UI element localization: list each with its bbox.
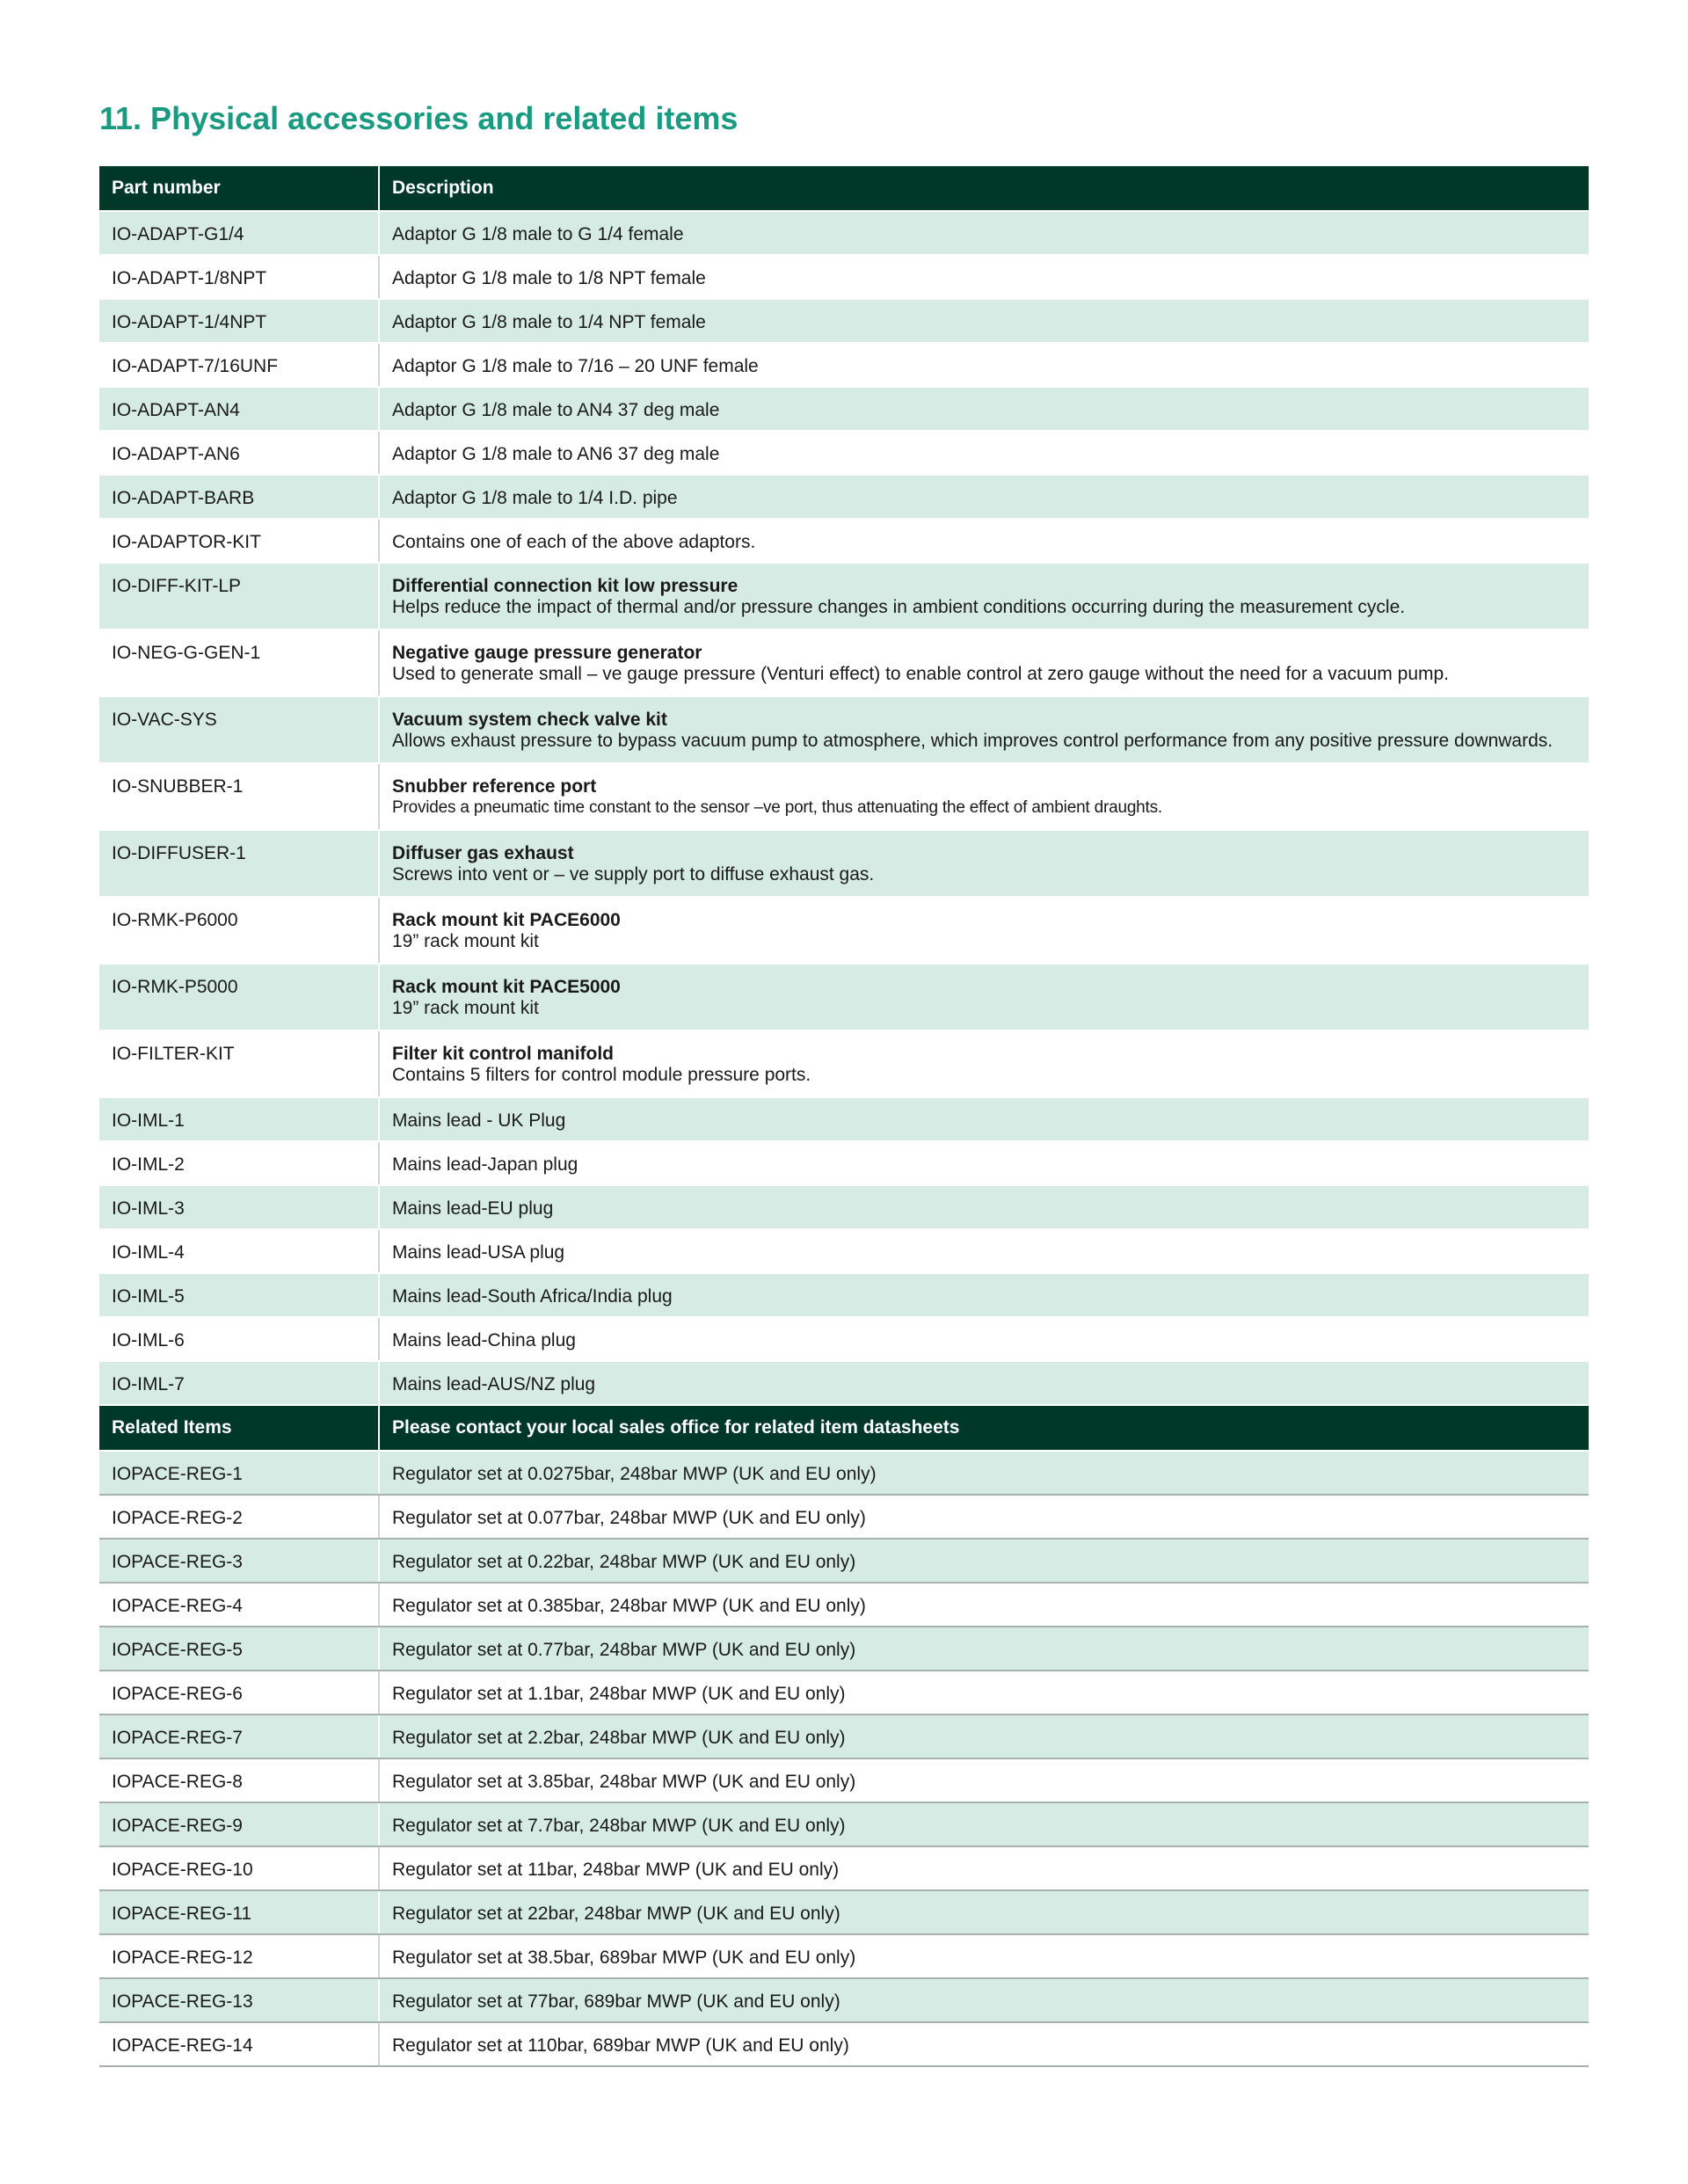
part-number-cell: IO-VAC-SYS — [99, 696, 379, 763]
part-number-cell: IOPACE-REG-1 — [99, 1451, 379, 1495]
table-header-row — [99, 166, 1589, 211]
table-row — [99, 299, 1589, 343]
description-cell — [379, 1273, 1589, 1317]
part-number-cell: IO-IML-6 — [99, 1317, 379, 1361]
item-description: Mains lead-Japan plug — [392, 1154, 578, 1175]
item-description: Regulator set at 22bar, 248bar MWP (UK and EU only) — [392, 1904, 840, 1924]
table-row — [99, 1141, 1589, 1185]
description-cell — [379, 1846, 1589, 1890]
section-title: 11. Physical accessories and related items — [99, 100, 738, 136]
item-description: Screws into vent or – ve supply port to diffuse exhaust gas. — [392, 864, 875, 885]
table-row — [99, 475, 1589, 519]
item-description: Mains lead-AUS/NZ plug — [392, 1374, 596, 1394]
item-description: Used to generate small – ve gauge pressure (Venturi effect) to enable control at zero gauge without the need for a vacuum pump. — [392, 664, 1450, 684]
part-number-cell: IO-ADAPT-AN6 — [99, 431, 379, 475]
table-row — [99, 1890, 1589, 1934]
table-row — [99, 343, 1589, 387]
description-cell — [379, 1185, 1589, 1229]
item-description: Provides a pneumatic time constant to the sensor –ve port, thus attenuating the effect of ambient draughts. — [392, 798, 1163, 817]
part-number-cell: IOPACE-REG-11 — [99, 1890, 379, 1934]
item-description: Mains lead-EU plug — [392, 1198, 554, 1219]
description-cell — [379, 387, 1589, 431]
part-number-cell: IO-ADAPT-1/4NPT — [99, 299, 379, 343]
item-title: Rack mount kit PACE5000 — [392, 977, 621, 997]
table-row — [99, 519, 1589, 563]
part-number-cell: IO-ADAPTOR-KIT — [99, 519, 379, 563]
item-description: Regulator set at 7.7bar, 248bar MWP (UK and EU only) — [392, 1816, 846, 1836]
related-header-part: Related Items — [99, 1405, 379, 1451]
table-row — [99, 211, 1589, 255]
part-number-cell: IO-ADAPT-7/16UNF — [99, 343, 379, 387]
table-row — [99, 897, 1589, 964]
description-cell — [379, 1097, 1589, 1141]
description-cell — [379, 431, 1589, 475]
description-cell — [379, 211, 1589, 255]
table-row — [99, 1802, 1589, 1846]
item-description: 19” rack mount kit — [392, 998, 539, 1018]
description-cell — [379, 475, 1589, 519]
description-cell — [379, 696, 1589, 763]
item-description: Regulator set at 38.5bar, 689bar MWP (UK and EU only) — [392, 1947, 856, 1968]
item-title: Negative gauge pressure generator — [392, 643, 702, 663]
part-number-cell: IO-ADAPT-AN4 — [99, 387, 379, 431]
item-description: 19” rack mount kit — [392, 931, 539, 951]
table-row — [99, 1097, 1589, 1141]
part-number-cell: IOPACE-REG-7 — [99, 1714, 379, 1758]
part-number-cell: IO-IML-4 — [99, 1229, 379, 1273]
part-number-cell: IOPACE-REG-12 — [99, 1934, 379, 1978]
item-description: Regulator set at 0.0275bar, 248bar MWP (UK and EU only) — [392, 1464, 877, 1484]
part-number-cell: IO-DIFF-KIT-LP — [99, 563, 379, 630]
item-description: Adaptor G 1/8 male to 1/4 NPT female — [392, 312, 706, 332]
table-row — [99, 387, 1589, 431]
table-row — [99, 1317, 1589, 1361]
item-description: Regulator set at 11bar, 248bar MWP (UK and EU only) — [392, 1860, 840, 1880]
item-title: Differential connection kit low pressure — [392, 576, 738, 596]
item-description: Regulator set at 2.2bar, 248bar MWP (UK and EU only) — [392, 1728, 846, 1748]
description-cell — [379, 1583, 1589, 1627]
part-number-cell: IO-IML-5 — [99, 1273, 379, 1317]
item-title: Diffuser gas exhaust — [392, 843, 574, 863]
header-part-number: Part number — [99, 166, 379, 211]
item-description: Regulator set at 1.1bar, 248bar MWP (UK and EU only) — [392, 1684, 846, 1704]
description-cell — [379, 1802, 1589, 1846]
table-row — [99, 1539, 1589, 1583]
item-description: Mains lead-China plug — [392, 1330, 576, 1350]
item-title: Vacuum system check valve kit — [392, 710, 667, 730]
part-number-cell: IO-IML-2 — [99, 1141, 379, 1185]
table-row — [99, 696, 1589, 763]
part-number-cell: IOPACE-REG-2 — [99, 1495, 379, 1539]
related-header-description: Please contact your local sales office for related item datasheets — [379, 1405, 1589, 1451]
item-description: Mains lead-USA plug — [392, 1242, 565, 1263]
part-number-cell: IO-IML-3 — [99, 1185, 379, 1229]
part-number-cell: IO-IML-1 — [99, 1097, 379, 1141]
description-cell — [379, 1890, 1589, 1934]
table-row — [99, 1671, 1589, 1714]
item-description: Regulator set at 3.85bar, 248bar MWP (UK and EU only) — [392, 1772, 856, 1792]
item-description: Adaptor G 1/8 male to AN6 37 deg male — [392, 444, 720, 464]
part-number-cell: IO-ADAPT-BARB — [99, 475, 379, 519]
table-row — [99, 630, 1589, 696]
description-cell — [379, 1495, 1589, 1539]
table-row — [99, 1583, 1589, 1627]
description-cell — [379, 2022, 1589, 2066]
part-number-cell: IO-NEG-G-GEN-1 — [99, 630, 379, 696]
table-row — [99, 1451, 1589, 1495]
part-number-cell: IOPACE-REG-6 — [99, 1671, 379, 1714]
part-number-cell: IO-SNUBBER-1 — [99, 763, 379, 830]
table-row — [99, 1627, 1589, 1671]
description-cell — [379, 630, 1589, 696]
item-description: Helps reduce the impact of thermal and/or pressure changes in ambient conditions occurring during the measurement cycle. — [392, 597, 1406, 617]
table-row — [99, 830, 1589, 897]
item-description: Regulator set at 110bar, 689bar MWP (UK and EU only) — [392, 2035, 849, 2056]
item-title: Rack mount kit PACE6000 — [392, 910, 621, 930]
table-row — [99, 563, 1589, 630]
description-cell — [379, 1758, 1589, 1802]
item-description: Contains one of each of the above adaptors. — [392, 532, 756, 552]
table-row — [99, 1978, 1589, 2022]
description-cell — [379, 343, 1589, 387]
item-description: Regulator set at 77bar, 689bar MWP (UK and EU only) — [392, 1991, 840, 2012]
item-description: Mains lead - UK Plug — [392, 1110, 566, 1131]
table-row — [99, 1229, 1589, 1273]
description-cell — [379, 1030, 1589, 1097]
description-cell — [379, 1141, 1589, 1185]
table-row — [99, 1758, 1589, 1802]
table-row — [99, 1846, 1589, 1890]
part-number-cell: IO-FILTER-KIT — [99, 1030, 379, 1097]
description-cell — [379, 299, 1589, 343]
description-cell — [379, 1671, 1589, 1714]
table-row — [99, 1361, 1589, 1405]
part-number-cell: IO-ADAPT-G1/4 — [99, 211, 379, 255]
table-row — [99, 1714, 1589, 1758]
description-cell — [379, 563, 1589, 630]
accessories-table — [99, 166, 1589, 2067]
header-description: Description — [379, 166, 1589, 211]
description-cell — [379, 763, 1589, 830]
item-description: Regulator set at 0.077bar, 248bar MWP (UK and EU only) — [392, 1508, 866, 1528]
table-row — [99, 763, 1589, 830]
item-description: Regulator set at 0.22bar, 248bar MWP (UK and EU only) — [392, 1552, 856, 1572]
part-number-cell: IO-ADAPT-1/8NPT — [99, 255, 379, 299]
description-cell — [379, 1539, 1589, 1583]
table-row — [99, 1495, 1589, 1539]
table-row — [99, 431, 1589, 475]
item-description: Adaptor G 1/8 male to 7/16 – 20 UNF female — [392, 356, 759, 376]
description-cell — [379, 519, 1589, 563]
table-row — [99, 1934, 1589, 1978]
part-number-cell: IO-IML-7 — [99, 1361, 379, 1405]
description-cell — [379, 1934, 1589, 1978]
item-description: Contains 5 filters for control module pressure ports. — [392, 1065, 811, 1085]
part-number-cell: IOPACE-REG-8 — [99, 1758, 379, 1802]
item-description: Allows exhaust pressure to bypass vacuum pump to atmosphere, which improves control performance from any positive pressure downwards. — [392, 731, 1553, 751]
item-description: Regulator set at 0.385bar, 248bar MWP (UK and EU only) — [392, 1596, 866, 1616]
part-number-cell: IO-DIFFUSER-1 — [99, 830, 379, 897]
table-row — [99, 964, 1589, 1030]
description-cell — [379, 1978, 1589, 2022]
item-description: Adaptor G 1/8 male to 1/4 I.D. pipe — [392, 488, 678, 508]
item-title: Snubber reference port — [392, 776, 597, 797]
part-number-cell: IO-RMK-P6000 — [99, 897, 379, 964]
table-row — [99, 255, 1589, 299]
part-number-cell: IOPACE-REG-14 — [99, 2022, 379, 2066]
accessories-body — [99, 211, 1589, 1405]
description-cell — [379, 1229, 1589, 1273]
table-row — [99, 1273, 1589, 1317]
description-cell — [379, 897, 1589, 964]
item-description: Adaptor G 1/8 male to G 1/4 female — [392, 224, 684, 244]
part-number-cell: IO-RMK-P5000 — [99, 964, 379, 1030]
description-cell — [379, 964, 1589, 1030]
item-title: Filter kit control manifold — [392, 1044, 615, 1064]
item-description: Adaptor G 1/8 male to 1/8 NPT female — [392, 268, 706, 288]
part-number-cell: IOPACE-REG-4 — [99, 1583, 379, 1627]
description-cell — [379, 1451, 1589, 1495]
table-row — [99, 1030, 1589, 1097]
description-cell — [379, 1317, 1589, 1361]
item-description: Adaptor G 1/8 male to AN4 37 deg male — [392, 400, 720, 420]
part-number-cell: IOPACE-REG-10 — [99, 1846, 379, 1890]
table-row — [99, 1185, 1589, 1229]
description-cell — [379, 1361, 1589, 1405]
description-cell — [379, 830, 1589, 897]
part-number-cell: IOPACE-REG-9 — [99, 1802, 379, 1846]
description-cell — [379, 1627, 1589, 1671]
related-items-body — [99, 1405, 1589, 2066]
related-header-row — [99, 1405, 1589, 1451]
part-number-cell: IOPACE-REG-3 — [99, 1539, 379, 1583]
description-cell — [379, 1714, 1589, 1758]
part-number-cell: IOPACE-REG-13 — [99, 1978, 379, 2022]
description-cell — [379, 255, 1589, 299]
table-row — [99, 2022, 1589, 2066]
part-number-cell: IOPACE-REG-5 — [99, 1627, 379, 1671]
item-description: Regulator set at 0.77bar, 248bar MWP (UK and EU only) — [392, 1640, 856, 1660]
item-description: Mains lead-South Africa/India plug — [392, 1286, 673, 1307]
